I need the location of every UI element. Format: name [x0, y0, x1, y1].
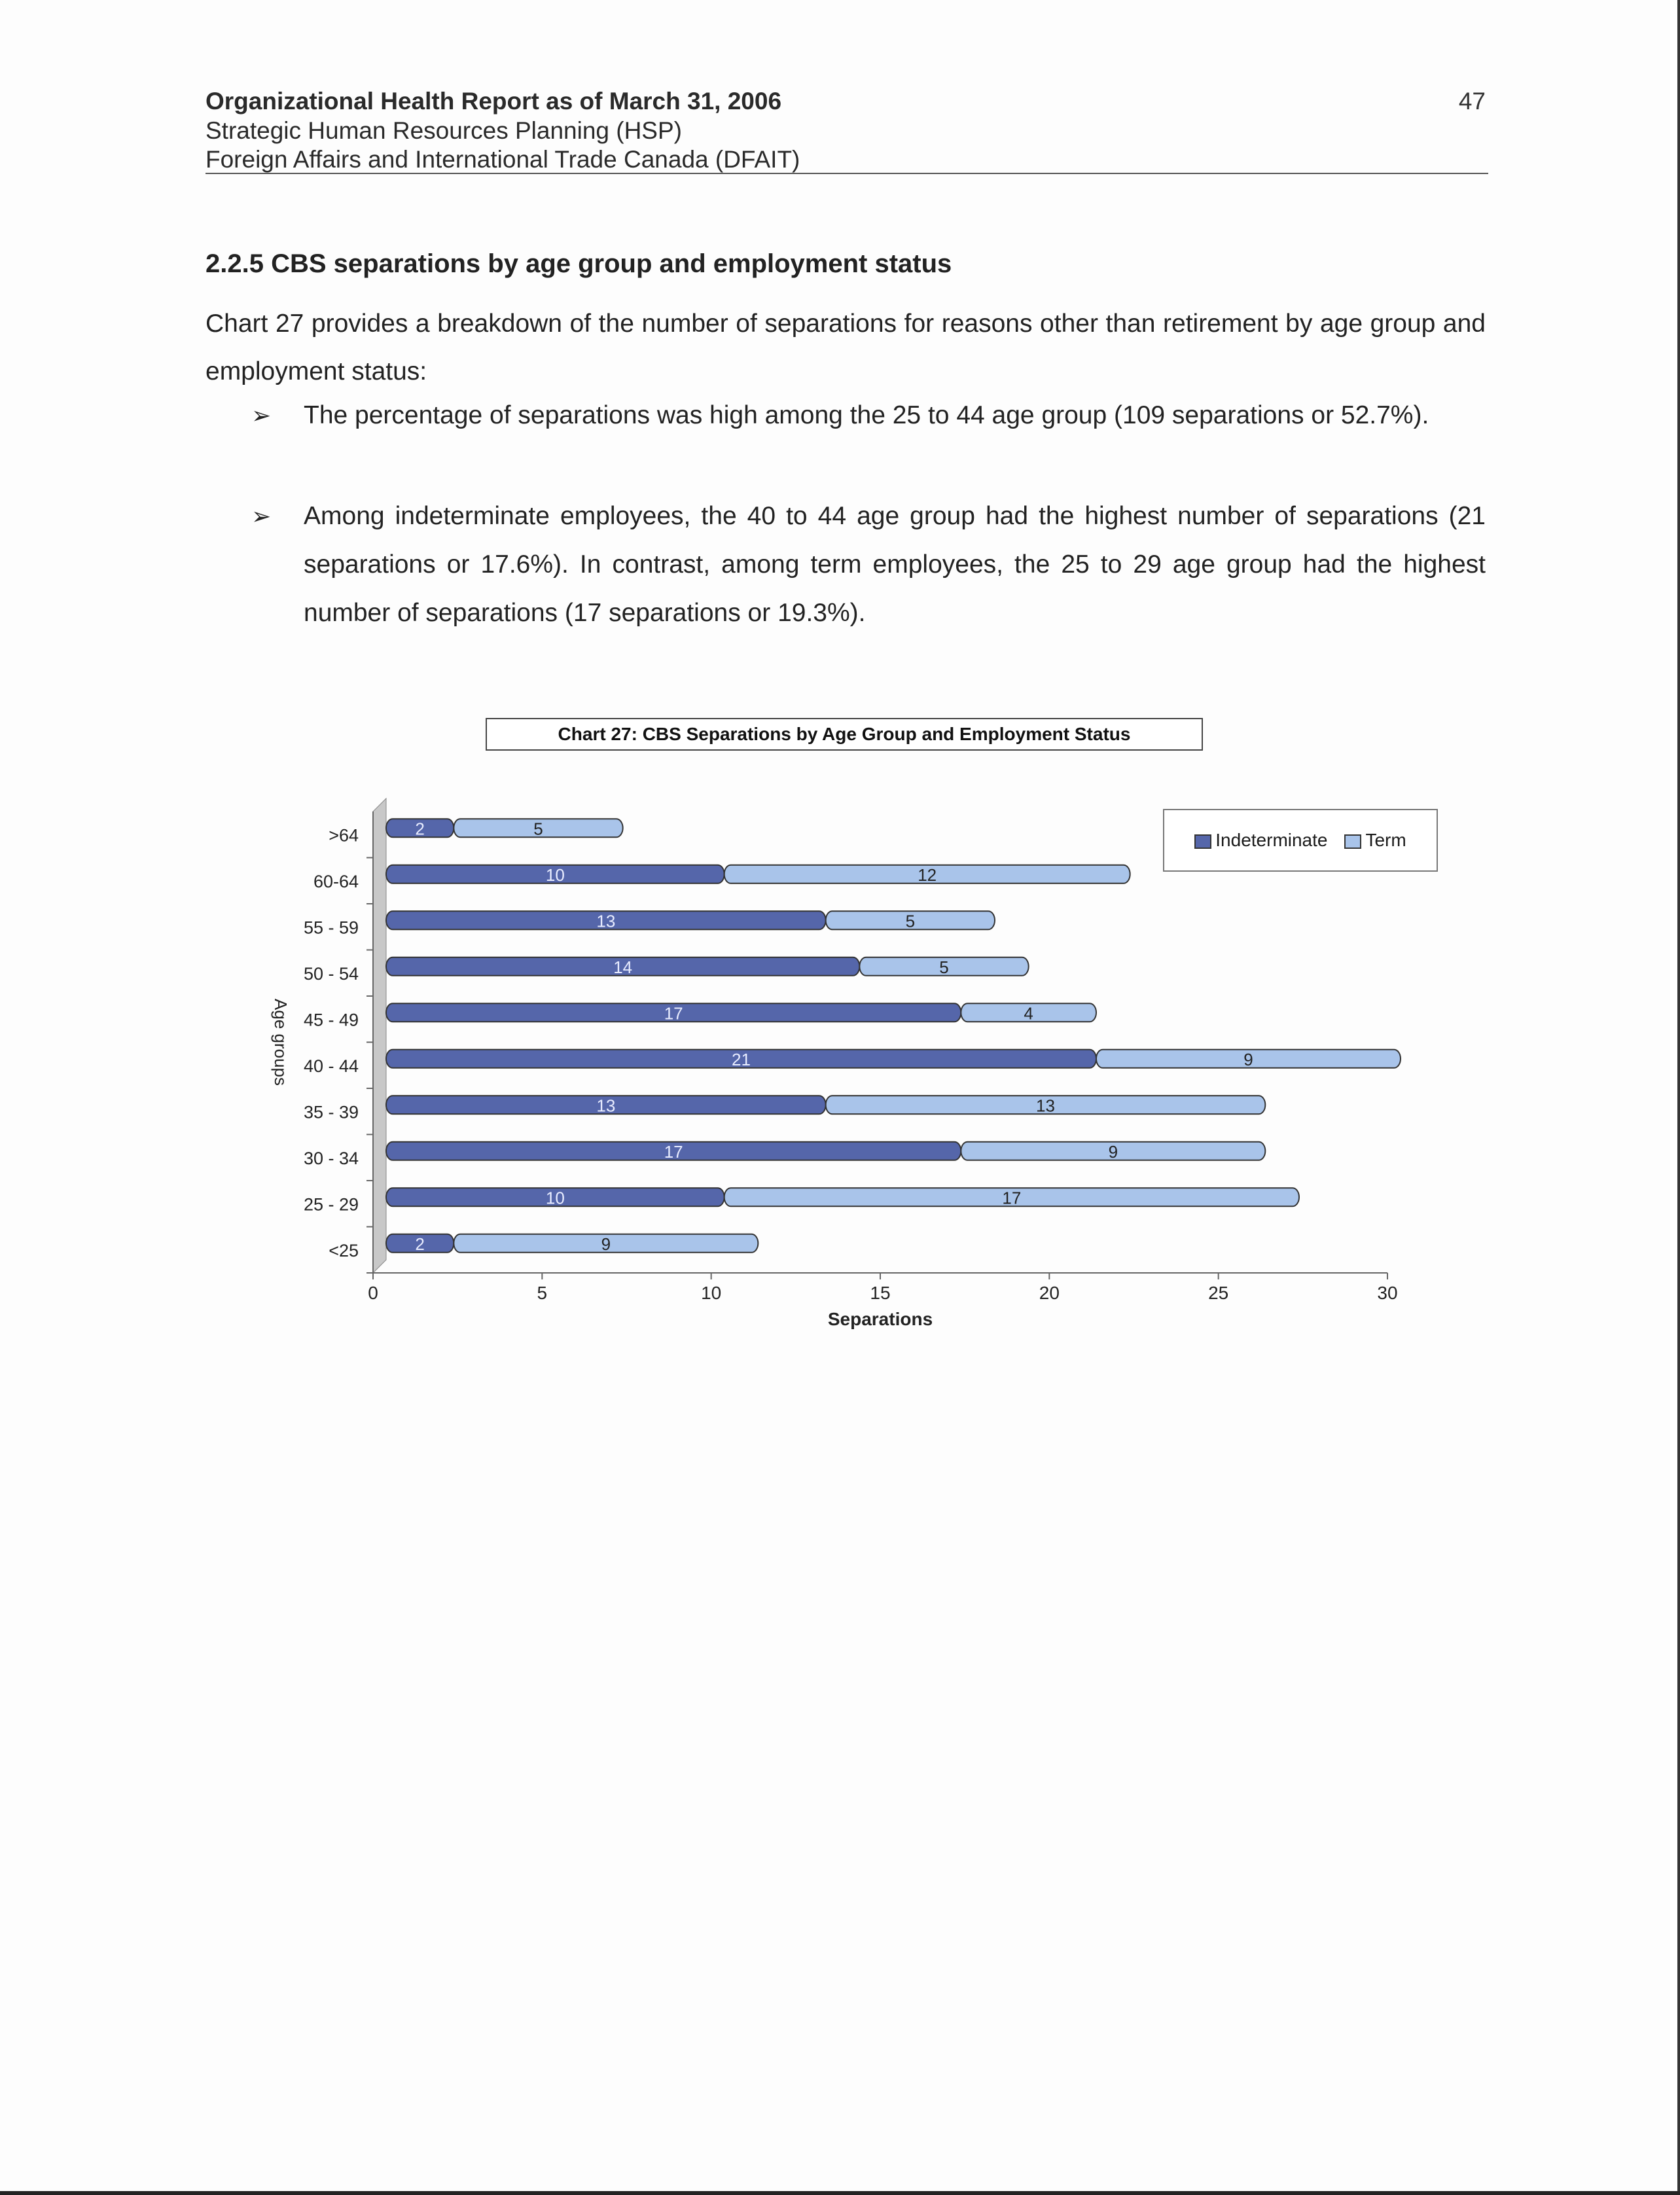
- bar-data-label: 5: [905, 911, 916, 931]
- bar-data-label: 21: [732, 1049, 751, 1069]
- bullet-text: Among indeterminate employees, the 40 to 44 age group had the highest number of separations (21 separations or 17.6%). In contrast, among term employees, the 25 to 29 age group had the highest number of separations (17 separations or 19.3%).: [304, 502, 1486, 627]
- arrow-bullet-icon: ➢: [251, 503, 272, 529]
- bar-data-label: 17: [664, 1003, 683, 1024]
- legend-item-indeterminate: [1194, 830, 1327, 851]
- bar-data-label: 10: [545, 865, 565, 885]
- y-tick-label: 60-64: [313, 871, 359, 891]
- legend-swatch: [1194, 834, 1211, 849]
- x-tick-label: 15: [870, 1283, 891, 1303]
- y-axis-title: Age groups: [271, 999, 291, 1086]
- section-title: 2.2.5 CBS separations by age group and employment status: [206, 249, 952, 278]
- x-axis-title: Separations: [827, 1309, 933, 1329]
- bar-data-label: 17: [664, 1141, 683, 1162]
- report-subtitle: Strategic Human Resources Planning (HSP): [206, 117, 682, 144]
- legend-label: Term: [1365, 830, 1406, 850]
- bar-data-label: 12: [918, 865, 937, 885]
- bar-data-label: 14: [613, 957, 633, 977]
- bar-data-label: 9: [1243, 1049, 1253, 1069]
- bar-data-label: 17: [1002, 1188, 1022, 1208]
- y-tick-label: >64: [329, 825, 359, 846]
- bar-data-label: 4: [1024, 1003, 1033, 1024]
- bar-data-label: 9: [601, 1234, 611, 1254]
- x-tick-label: 10: [701, 1283, 722, 1303]
- bar-data-label: 2: [415, 1234, 425, 1254]
- department-name: Foreign Affairs and International Trade Canada (DFAIT): [206, 146, 800, 173]
- report-title: Organizational Health Report as of March 31, 2006: [206, 88, 782, 115]
- x-tick-label: 30: [1377, 1283, 1398, 1303]
- y-tick-label: 45 - 49: [303, 1010, 359, 1030]
- x-tick-label: 0: [368, 1283, 378, 1303]
- header-divider: [206, 173, 1488, 174]
- y-tick-label: 55 - 59: [303, 918, 359, 938]
- y-tick-label: 40 - 44: [303, 1056, 359, 1076]
- page-edge: [1677, 0, 1680, 2195]
- bar-data-label: 10: [545, 1188, 565, 1208]
- legend-item-term: [1344, 830, 1406, 851]
- y-tick-label: 50 - 54: [303, 963, 359, 984]
- page-edge-bottom: [0, 2191, 1680, 2195]
- page-number: 47: [1458, 88, 1486, 115]
- x-tick-label: 25: [1208, 1283, 1229, 1303]
- bar-data-label: 13: [1036, 1096, 1055, 1116]
- bar-data-label: 13: [596, 911, 616, 931]
- x-tick-label: 5: [537, 1283, 548, 1303]
- bar-data-label: 9: [1108, 1141, 1118, 1162]
- legend-swatch: [1344, 834, 1361, 849]
- y-tick-label: <25: [329, 1240, 359, 1260]
- chart-back-wall: [373, 798, 386, 1273]
- bar-data-label: 5: [939, 957, 949, 977]
- binder-holes: [0, 0, 79, 2195]
- bar-data-label: 2: [415, 819, 425, 839]
- y-tick-label: 25 - 29: [303, 1194, 359, 1215]
- bar-data-label: 5: [533, 819, 543, 839]
- bullet-item: [251, 391, 1486, 440]
- bar-data-label: 13: [596, 1096, 616, 1116]
- bullet-item: [251, 492, 1486, 637]
- y-tick-label: 35 - 39: [303, 1102, 359, 1122]
- page-header: [206, 86, 1486, 174]
- arrow-bullet-icon: ➢: [251, 402, 272, 429]
- chart-title: Chart 27: CBS Separations by Age Group and Employment Status: [486, 718, 1203, 751]
- bullet-text: The percentage of separations was high among the 25 to 44 age group (109 separations or 52.7%).: [304, 401, 1429, 429]
- intro-paragraph: Chart 27 provides a breakdown of the number of separations for reasons other than retirement by age group and employment status:: [206, 310, 1486, 385]
- y-tick-label: 30 - 34: [303, 1148, 359, 1168]
- legend-label: Indeterminate: [1215, 830, 1328, 850]
- x-tick-label: 20: [1039, 1283, 1060, 1303]
- chart-legend: [1163, 809, 1438, 872]
